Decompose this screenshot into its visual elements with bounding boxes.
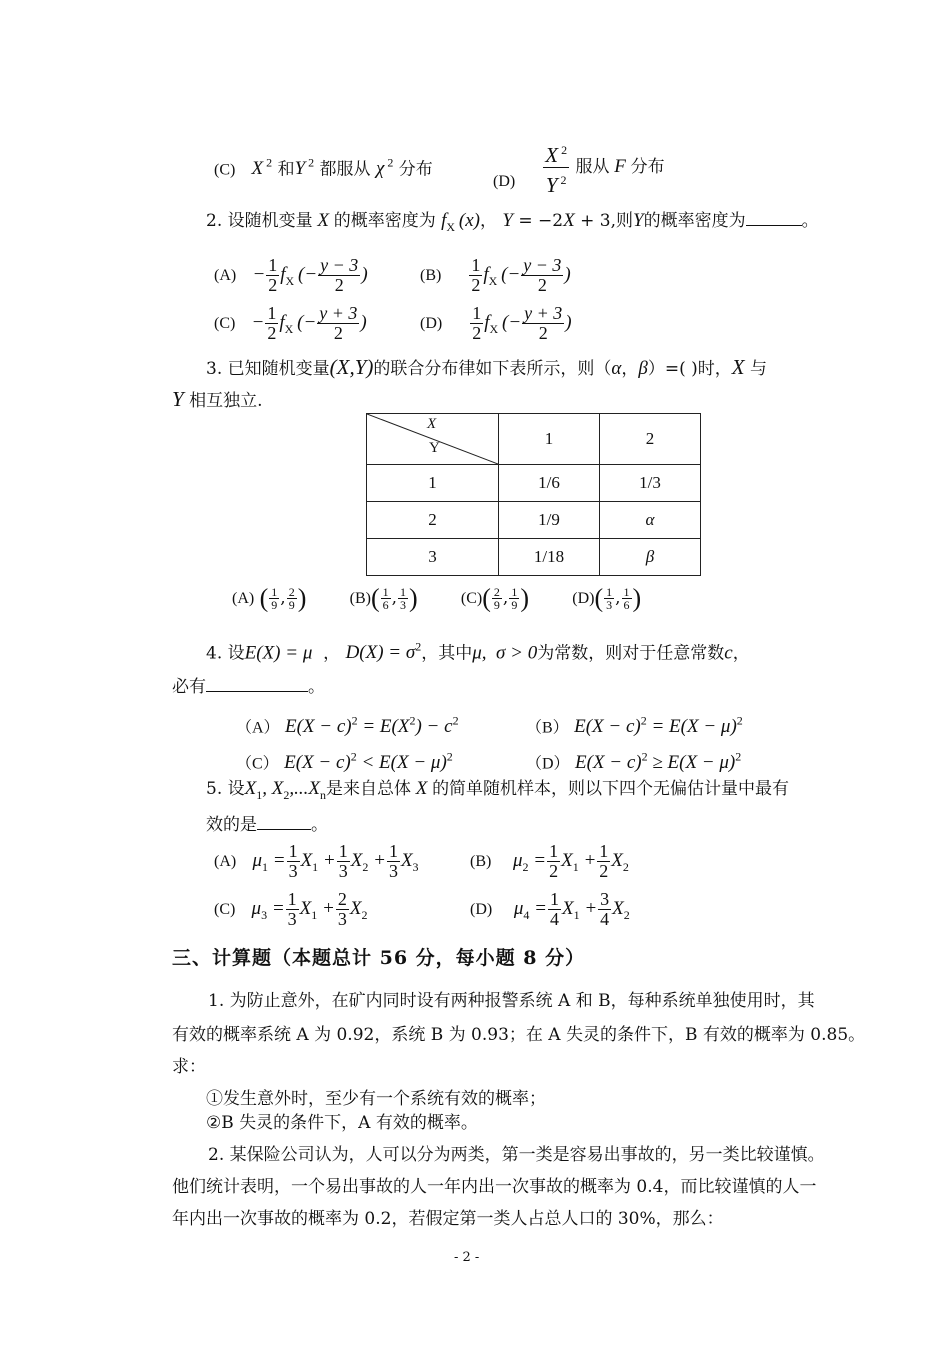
q3-math-x: X <box>731 355 745 379</box>
q2-option-c-label: (C) <box>214 315 236 332</box>
q3-stem-mid: 的联合分布律如下表所示，则（ <box>373 359 612 379</box>
q3-option-c-label: (C) <box>460 590 483 607</box>
q2-a-arg: $\frac{y - 3}{2}$ <box>320 255 359 295</box>
q2-a-fx: $f_X$ (− <box>280 264 318 288</box>
table-row <box>367 539 701 576</box>
q2-math-transform: Y <box>502 210 513 231</box>
q4-option-a-label: （A） <box>236 719 280 737</box>
q3-a-paren-close: ) <box>297 583 307 613</box>
q3-stem-line2-text: 相互独立. <box>189 391 263 411</box>
q5-a-x3: $X_3$ <box>400 850 419 874</box>
q2-math-x2: X <box>563 210 575 231</box>
q2-math-x: X <box>312 210 334 231</box>
table-corner-cell <box>367 414 499 465</box>
q2-c-arg: $\frac{y + 3}{2}$ <box>319 303 358 343</box>
q1-option-c-tail: 分布 <box>398 159 433 180</box>
table-cell: α <box>600 502 701 539</box>
page-number: - 2 - <box>454 1250 480 1265</box>
q4-option-b <box>526 710 743 739</box>
q5-b-x2: $X_2$ <box>611 850 629 874</box>
q2-stem-mid2: 的概率密度为 <box>643 211 746 231</box>
s3-p1-line3: 求： <box>172 1057 206 1077</box>
q4-math-mean: E(X) = μ <box>244 642 313 664</box>
q5-b-mu: $\mu_2$ = <box>512 850 547 874</box>
s3-p1-line2: 有效的概率系统 A 为 0.92，系统 B 为 0.93；在 A 失灵的条件下，B 有效的概率为 0.85。 <box>172 1025 866 1045</box>
q4-math-cond: μ, σ > 0 <box>472 642 538 664</box>
q2-c-close: ) <box>360 312 367 333</box>
q4-b-expr: $E(X - c)^2 = E(X - \mu)^2$ <box>574 714 743 738</box>
q2-c-minus: − <box>251 312 265 333</box>
table-row-header: 3 <box>367 539 499 576</box>
table-header-row <box>367 414 701 465</box>
q5-a-x1: $X_1$ + <box>300 850 336 874</box>
q3-option-b-label: (B) <box>349 590 371 607</box>
table-cell: 1/6 <box>499 465 600 502</box>
q5-stem-mid2: 的简单随机样本，则以下四个无偏估计量中最有 <box>432 779 790 799</box>
q3-stem-line1: 3. 已知随机变量(X,Y)的联合分布律如下表所示，则（α，β）=( )时，X 与 <box>206 355 767 379</box>
s3-p2-line3: 年内出一次事故的概率为 0.2，若假定第一类人占总人口的 30%，那么： <box>172 1209 724 1229</box>
q1-option-d-label: (D) <box>493 173 516 190</box>
q5-b-frac1: $\frac{1}{2}$ <box>549 841 559 881</box>
q3-stem-and: 与 <box>749 359 767 379</box>
q4-stem-line1: 4. 设E(X) = μ ， $D(X) = \sigma^2$，其中μ, σ > 0为常数，则对于任意常数c， <box>206 640 750 664</box>
q5-stem-line1 <box>206 778 789 806</box>
q3-d-paren-close: ) <box>632 583 642 613</box>
q2-b-close: ) <box>564 264 571 285</box>
q4-answer-blank <box>206 691 308 692</box>
q3-d-frac2: $\frac{1}{6}$ <box>623 585 630 612</box>
table-col-header: 2 <box>600 414 701 465</box>
q2-stem: 2. 设随机变量 X 的概率密度为 $f_X$ (x)， Y = −2X + 3,则Y的概率密度为 。 <box>206 210 819 234</box>
q2-option-b <box>420 252 571 304</box>
q4-stem-mid: ，其中 <box>421 643 473 664</box>
q4-end: 。 <box>308 677 325 697</box>
s3-p2-line1: 2. 某保险公司认为，人可以分为两类，第一类是容易出事故的，另一类比较谨慎。 <box>208 1145 825 1165</box>
q4-option-c <box>236 746 453 775</box>
q5-option-d-label: (D) <box>470 901 493 918</box>
q3-math-xy: (X,Y) <box>329 355 374 379</box>
q1-option-c <box>214 152 433 181</box>
table-cell: 1/18 <box>499 539 600 576</box>
q5-stem-line2 <box>206 814 328 836</box>
q4-stem-line2-text: 必有 <box>172 677 206 697</box>
table-cell: β <box>600 539 701 576</box>
table-row <box>367 465 701 502</box>
q4-c-expr: $E(X - c)^2 < E(X - \mu)^2$ <box>284 750 453 774</box>
q3-math-beta: β <box>638 358 648 379</box>
q3-a-frac1: $\frac{1}{9}$ <box>271 585 278 612</box>
q2-option-c <box>214 300 367 352</box>
q2-b-arg: $\frac{y - 3}{2}$ <box>523 255 562 295</box>
q3-d-frac1: $\frac{1}{3}$ <box>606 585 613 612</box>
q2-option-b-label: (B) <box>420 267 442 284</box>
q2-c-half: $\frac{1}{2}$ <box>267 303 277 343</box>
q5-a-frac3: $\frac{1}{3}$ <box>388 841 398 881</box>
q5-option-b-label: (B) <box>470 853 492 870</box>
q1-math-chi2: χ $^2$ <box>375 156 394 180</box>
q3-b-paren-close: ) <box>409 583 418 613</box>
q3-b-frac2: $\frac{1}{3}$ <box>400 585 407 612</box>
q4-math-var: $D(X) = \sigma^2$ <box>345 640 422 664</box>
q2-a-half: $\frac{1}{2}$ <box>268 255 278 295</box>
q3-a-frac2: $\frac{2}{9}$ <box>288 585 295 612</box>
q5-d-x2: $X_2$ <box>612 898 630 922</box>
q2-option-d-label: (D) <box>420 315 443 332</box>
q3-c-frac1: $\frac{2}{9}$ <box>493 585 500 612</box>
q1-option-d-text: 服从 <box>575 157 610 177</box>
q5-answer-blank <box>257 829 311 830</box>
table-col-header: 1 <box>499 414 600 465</box>
q3-option-d-label: (D) <box>572 590 595 607</box>
table-cell: 1/3 <box>600 465 701 502</box>
q3-options: (A) ( $\frac{1}{9}$ , $\frac{2}{9}$ ) (B)( $\frac{1}{6}$ , $\frac{1}{3}$ ) (C)( $\frac{2}{9}$ , $\frac{1}{9}$ ) (D)( $\frac{1}{3}$ , $\frac{1}{6}$ ) <box>232 583 642 613</box>
q4-stem-pre: 4. 设 <box>206 643 245 664</box>
q5-stem-line2-text: 效的是 <box>206 815 257 835</box>
q4-d-expr: $E(X - c)^2 \ge E(X - \mu)^2$ <box>574 750 742 774</box>
s3-p1-item2: ②B 失灵的条件下，A 有效的概率。 <box>206 1113 478 1133</box>
q5-d-frac1: $\frac{1}{4}$ <box>549 889 559 929</box>
q5-option-a <box>214 838 419 890</box>
q3-math-y: Y <box>172 387 184 411</box>
q2-d-arg: $\frac{y + 3}{2}$ <box>524 303 563 343</box>
q5-c-frac1: $\frac{1}{3}$ <box>287 889 297 929</box>
q2-end: 。 <box>801 211 819 231</box>
joint-distribution-table <box>366 413 701 576</box>
s3-p2-line2: 他们统计表明，一个易出事故的人一年内出一次事故的概率为 0.4，而比较谨慎的人一 <box>172 1177 817 1197</box>
q4-option-d-label: （D） <box>526 755 570 773</box>
q5-a-frac2: $\frac{1}{3}$ <box>338 841 348 881</box>
q5-option-b <box>470 838 629 890</box>
q5-stem-mid: 是来自总体 <box>325 779 411 799</box>
q3-stem-pre: 3. 已知随机变量 <box>206 359 330 379</box>
q5-option-c <box>214 886 367 938</box>
q5-option-a-label: (A) <box>214 853 237 870</box>
q1-math-y2: Y $^2$ <box>294 156 315 180</box>
q5-d-x1: $X_1$ + <box>561 898 598 922</box>
q3-option-a-label: (A) <box>232 590 255 607</box>
q3-stem-mid2: ）=( )时， <box>647 359 732 379</box>
q4-option-d <box>526 746 741 775</box>
q2-a-close: ) <box>361 264 368 285</box>
q5-c-frac2: $\frac{2}{3}$ <box>337 889 347 929</box>
q2-a-minus: − <box>252 264 266 285</box>
q1-math-f: F <box>609 156 631 177</box>
q1-math-x2: X $^2$ <box>251 156 273 180</box>
table-cell: 1/9 <box>499 502 600 539</box>
q4-stem-mid2: 为常数，则对于任意常数 <box>537 643 725 664</box>
q2-answer-blank <box>746 225 802 226</box>
q3-stem-line2 <box>172 388 263 412</box>
q5-a-x2: $X_2$ + <box>350 850 386 874</box>
q1-option-d-tail: 分布 <box>630 157 665 177</box>
q3-math-alpha: α <box>611 358 622 379</box>
q2-b-fx: $f_X$ (− <box>483 264 521 288</box>
table-row-header: 1 <box>367 465 499 502</box>
q2-stem-pre: 2. 设随机变量 <box>206 211 313 231</box>
q5-option-c-label: (C) <box>214 901 236 918</box>
q3-c-paren-close: ) <box>520 583 529 613</box>
q2-b-half: $\frac{1}{2}$ <box>471 255 481 295</box>
q5-b-frac2: $\frac{1}{2}$ <box>599 841 609 881</box>
q3-c-paren-open: ( <box>482 583 491 613</box>
q4-a-expr: $E(X - c)^2 = E(X^2) - c^2$ <box>284 714 459 738</box>
q5-a-mu: $\mu_1$ = <box>252 850 286 874</box>
section-3-heading: 三、计算题（本题总计 56 分，每小题 8 分） <box>172 947 586 969</box>
q5-option-d <box>470 886 630 938</box>
q5-b-x1: $X_1$ + <box>561 850 597 874</box>
q5-end: 。 <box>311 815 328 835</box>
q5-c-mu: $\mu_3$ = <box>251 898 285 922</box>
q5-a-frac1: $\frac{1}{3}$ <box>288 841 298 881</box>
q5-d-mu: $\mu_4$ = <box>513 898 547 922</box>
q5-math-x: X <box>410 778 433 799</box>
q1-fraction-x2-y2: $\frac{X ^2}{Y ^2}$ <box>543 138 569 197</box>
q5-c-x1: $X_1$ + <box>299 898 335 922</box>
q4-math-c: c <box>724 642 733 664</box>
q3-c-frac2: $\frac{1}{9}$ <box>511 585 518 612</box>
q2-c-fx: $f_X$ (− <box>279 312 317 336</box>
q3-a-paren-open: ( <box>259 583 269 613</box>
q2-d-half: $\frac{1}{2}$ <box>472 303 482 343</box>
q3-d-paren-open: ( <box>594 583 604 613</box>
table-row <box>367 502 701 539</box>
q2-option-a <box>214 252 368 304</box>
q5-d-frac2: $\frac{3}{4}$ <box>600 889 610 929</box>
q2-d-fx: $f_X$ (− <box>484 312 522 336</box>
q1-option-c-label: (C) <box>214 161 236 179</box>
q3-b-paren-open: ( <box>370 583 380 613</box>
q2-stem-mid1: 的概率密度为 <box>333 211 436 231</box>
q5-math-sample: $X_1$, $X_2,...X_n$ <box>244 778 326 802</box>
q4-option-b-label: （B） <box>526 719 569 737</box>
q4-option-a <box>236 710 459 739</box>
q1-option-d <box>493 138 665 197</box>
q4-option-c-label: （C） <box>236 755 279 773</box>
q3-b-frac1: $\frac{1}{6}$ <box>382 585 389 612</box>
table-header-x: X <box>427 416 437 432</box>
table-header-y: Y <box>429 440 440 456</box>
s3-p1-item1: ①发生意外时，至少有一个系统有效的概率； <box>206 1089 546 1109</box>
s3-p1-line1: 1. 为防止意外，在矿内同时设有两种报警系统 A 和 B，每种系统单独使用时，其 <box>208 991 815 1011</box>
table-row-header: 2 <box>367 502 499 539</box>
q2-d-close: ) <box>565 312 572 333</box>
q5-c-x2: $X_2$ <box>349 898 368 922</box>
q5-stem-pre: 5. 设 <box>206 779 245 799</box>
q2-math-y: Y <box>633 210 644 231</box>
q2-option-a-label: (A) <box>214 267 237 284</box>
q2-option-d <box>420 300 572 352</box>
q4-stem-line2 <box>172 676 325 698</box>
q1-option-c-join: 和 <box>277 159 295 180</box>
q2-math-fx: $f_X$ (x) <box>441 210 480 234</box>
q1-option-c-text: 都服从 <box>319 159 371 180</box>
